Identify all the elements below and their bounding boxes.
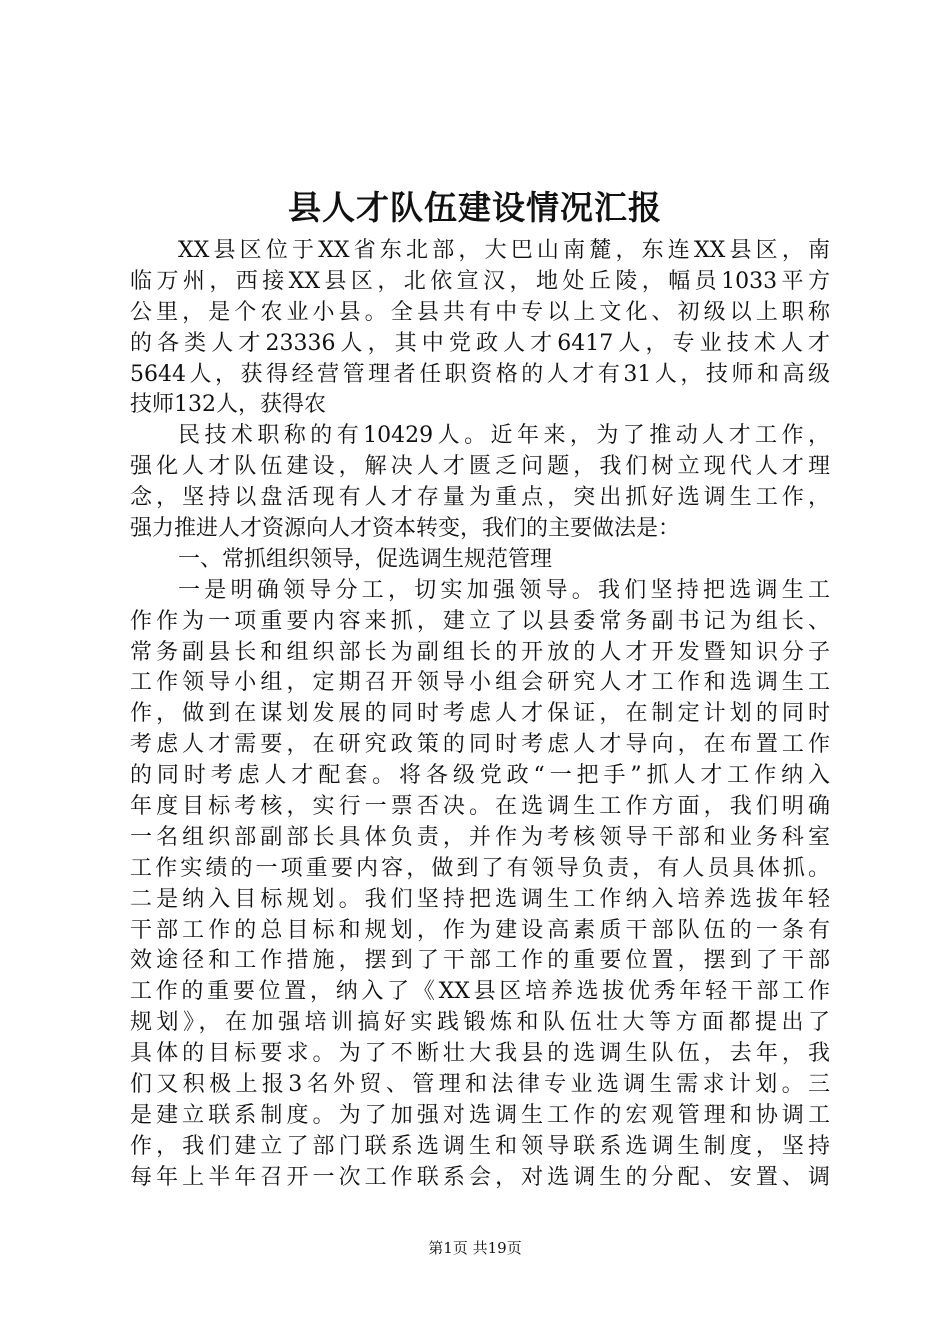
page-number-footer: 第1页 共19页 <box>428 1239 522 1257</box>
document-title: 县人才队伍建设情况汇报 <box>288 188 662 227</box>
text-line: 作，做到在谋划发展的同时考虑人才保证，在制定计划的同时 <box>130 701 830 727</box>
text-line: 工作实绩的一项重要内容，做到了有领导负责，有人员具体抓。 <box>130 855 830 881</box>
text-line: 作作为一项重要内容来抓，建立了以县委常务副书记为组长、 <box>130 608 830 634</box>
text-line: 效途径和工作措施，摆到了干部工作的重要位置，摆到了干部 <box>130 948 830 974</box>
text-line: 一名组织部副部长具体负责，并作为考核领导干部和业务科室 <box>130 824 830 850</box>
text-line: 强力推进人才资源向人才资本转变，我们的主要做法是： <box>130 516 681 542</box>
section-heading: 一、常抓组织领导，促选调生规范管理 <box>178 546 553 572</box>
text-line: 的同时考虑人才配套。将各级党政“一把手”抓人才工作纳入 <box>130 763 830 789</box>
text-line: 规划》，在加强培训搞好实践锻炼和队伍壮大等方面都提出了 <box>130 1010 830 1036</box>
text-line: 公里，是个农业小县。全县共有中专以上文化、初级以上职称 <box>130 299 830 325</box>
text-line: 干部工作的总目标和规划，作为建设高素质干部队伍的一条有 <box>130 917 830 943</box>
text-line: 年度目标考核，实行一票否决。在选调生工作方面，我们明确 <box>130 794 830 820</box>
document-body <box>130 236 830 1194</box>
text-line: 民技术职称的有10429人。近年来，为了推动人才工作， <box>178 423 830 449</box>
text-line: 是建立联系制度。为了加强对选调生工作的宏观管理和协调工 <box>130 1102 830 1128</box>
text-line: 5644人，获得经营管理者任职资格的人才有31人，技师和高级 <box>130 361 830 387</box>
text-line: 强化人才队伍建设，解决人才匮乏问题，我们树立现代人才理 <box>130 454 830 480</box>
text-line: XX县区位于XX省东北部，大巴山南麓，东连XX县区，南 <box>178 238 830 263</box>
text-line: 们又积极上报3名外贸、管理和法律专业选调生需求计划。三 <box>130 1072 830 1098</box>
text-line: 二是纳入目标规划。我们坚持把选调生工作纳入培养选拔年轻 <box>130 886 830 912</box>
text-line: 念，坚持以盘活现有人才存量为重点，突出抓好选调生工作， <box>130 485 830 511</box>
text-line: 技师132人，获得农 <box>130 392 326 418</box>
text-line: 一是明确领导分工，切实加强领导。我们坚持把选调生工 <box>178 577 830 603</box>
text-line: 考虑人才需要，在研究政策的同时考虑人才导向，在布置工作 <box>130 732 830 758</box>
text-line: 的各类人才23336人，其中党政人才6417人，专业技术人才 <box>130 330 830 356</box>
text-line: 具体的目标要求。为了不断壮大我县的选调生队伍，去年，我 <box>130 1041 830 1067</box>
text-line: 工作的重要位置，纳入了《XX县区培养选拔优秀年轻干部工作 <box>130 979 830 1005</box>
text-line: 工作领导小组，定期召开领导小组会研究人才工作和选调生工 <box>130 670 830 696</box>
text-line: 常务副县长和组织部长为副组长的开放的人才开发暨知识分子 <box>130 639 830 665</box>
text-line: 作，我们建立了部门联系选调生和领导联系选调生制度，坚持 <box>130 1133 830 1159</box>
text-line: 临万州，西接XX县区，北依宣汉，地处丘陵，幅员1033平方 <box>130 268 830 294</box>
text-line: 每年上半年召开一次工作联系会，对选调生的分配、安置、调 <box>130 1164 830 1190</box>
